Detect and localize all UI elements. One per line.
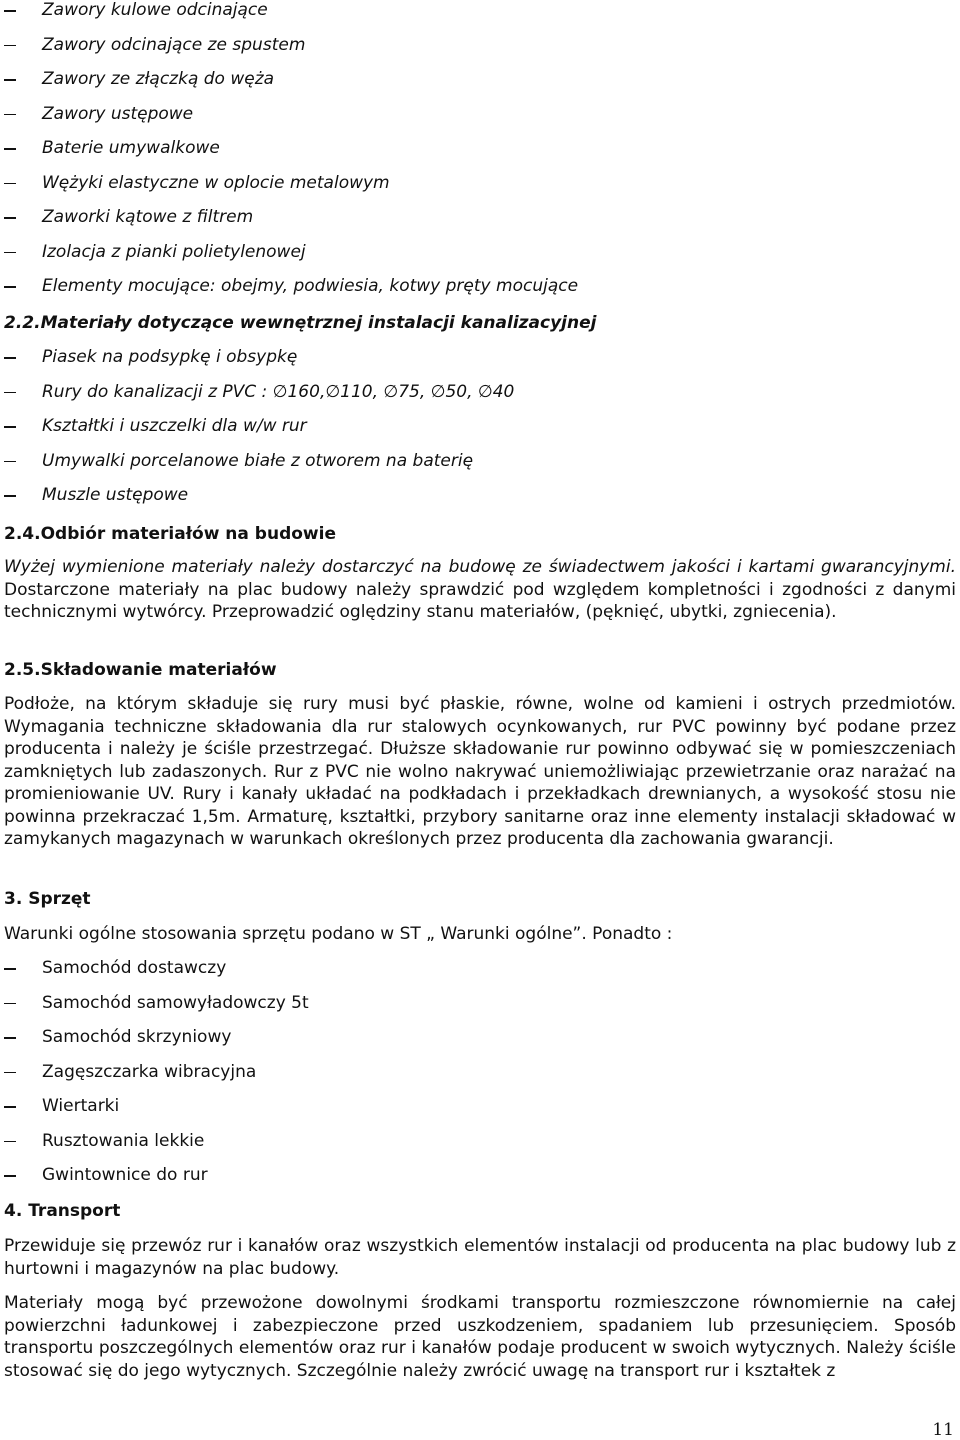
- list-item: Umywalki porcelanowe białe z otworem na baterię: [4, 444, 956, 479]
- section-4-paragraph-2: Materiały mogą być przewożone dowolnymi środkami transportu rozmieszczone równomiernie na całej powierzchni ładunkowej i zabezpieczone przed uszkodzeniem, spadaniem lub przesunięciem. Sposób transportu poszczególnych elementów oraz rur i kanałów podaje producent w swoich wytycznych. Należy ściśle stosować się do jego wytycznych. Szczególnie należy zwrócić uwagę na transport rur i kształtek z: [4, 1293, 956, 1381]
- equipment-list: [4, 951, 956, 1193]
- list-item: Izolacja z pianki polietylenowej: [4, 235, 956, 270]
- section-title: Odbiór materiałów na budowie: [40, 524, 336, 544]
- section-title: Materiały dotyczące wewnętrznej instalacji kanalizacyjnej: [40, 313, 597, 333]
- list-item: Gwintownice do rur: [4, 1158, 956, 1193]
- section-3-intro: Warunki ogólne stosowania sprzętu podano w ST „ Warunki ogólne”. Ponadto :: [4, 924, 673, 944]
- list-item: Samochód samowyładowczy 5t: [4, 986, 956, 1021]
- list-item: Rusztowania lekkie: [4, 1124, 956, 1159]
- section-2-4-heading: [4, 524, 956, 544]
- section-2-5-paragraph: Podłoże, na którym składuje się rury musi być płaskie, równe, wolne od kamieni i ostrych przedmiotów. Wymagania techniczne składowania dla rur stalowych ocynkowanych, rur PVC powinny być podane przez producenta i należy je ściśle przestrzegać. Dłuższe składowanie rur powinno odbywać się w pomieszczeniach zamkniętych lub zadaszonych. Rur z PVC nie wolno nakrywać uniemożliwiając przewietrzanie oraz narażać na promieniowanie UV. Rury i kanały układać na podkładach i przekładkach drewnianych, a wysokość stosu nie powinna przekraczać 1,5m. Armaturę, kształtki, przybory sanitarne oraz inne elementy instalacji składować w zamykanych magazynach w warunkach określonych przez producenta dla zachowania gwarancji.: [4, 694, 956, 849]
- list-item: Samochód dostawczy: [4, 951, 956, 986]
- list-item: Baterie umywalkowe: [4, 131, 956, 166]
- section-4-heading: 4. Transport: [4, 1201, 121, 1221]
- section-number: 2.5.: [4, 660, 41, 680]
- list-item: Zawory odcinające ze spustem: [4, 28, 956, 63]
- list-item: Zagęszczarka wibracyjna: [4, 1055, 956, 1090]
- list-item: Zawory ustępowe: [4, 97, 956, 132]
- list-item: Muszle ustępowe: [4, 478, 956, 513]
- materials-list-water: [4, 0, 956, 304]
- materials-list-sewage: [4, 340, 956, 513]
- section-2-5-heading: [4, 660, 956, 680]
- section-2-2-heading: [4, 313, 956, 333]
- paragraph-rest: Dostarczone materiały na plac budowy należy sprawdzić pod względem kompletności i zgodności z danymi technicznymi wytwórcy. Przeprowadzić oględziny stanu materiałów, (pęknięć, ubytki, zgniecenia).: [4, 579, 956, 622]
- section-2-4-paragraph: [4, 556, 956, 624]
- list-item: Zawory ze złączką do węża: [4, 62, 956, 97]
- list-item: Kształtki i uszczelki dla w/w rur: [4, 409, 956, 444]
- section-4-paragraph-1: Przewiduje się przewóz rur i kanałów oraz wszystkich elementów instalacji od producenta na plac budowy lub z hurtowni i magazynów na plac budowy.: [4, 1236, 956, 1279]
- list-item: Samochód skrzyniowy: [4, 1020, 956, 1055]
- list-item: Wiertarki: [4, 1089, 956, 1124]
- list-item: Rury do kanalizacji z PVC : ∅160,∅110, ∅75, ∅50, ∅40: [4, 375, 956, 410]
- section-title: Składowanie materiałów: [40, 660, 277, 680]
- list-item: Wężyki elastyczne w oplocie metalowym: [4, 166, 956, 201]
- section-number: 2.2.: [4, 313, 41, 333]
- list-item: Elementy mocujące: obejmy, podwiesia, kotwy pręty mocujące: [4, 269, 956, 304]
- page-number: 11: [932, 1420, 954, 1440]
- list-item: Zaworki kątowe z filtrem: [4, 200, 956, 235]
- list-item: Piasek na podsypkę i obsypkę: [4, 340, 956, 375]
- list-item: Zawory kulowe odcinające: [4, 0, 956, 28]
- paragraph-italic-part: Wyżej wymienione materiały należy dostarczyć na budowę ze świadectwem jakości i kartami gwarancyjnymi.: [4, 557, 956, 577]
- section-number: 2.4.: [4, 524, 41, 544]
- section-3-heading: 3. Sprzęt: [4, 889, 91, 909]
